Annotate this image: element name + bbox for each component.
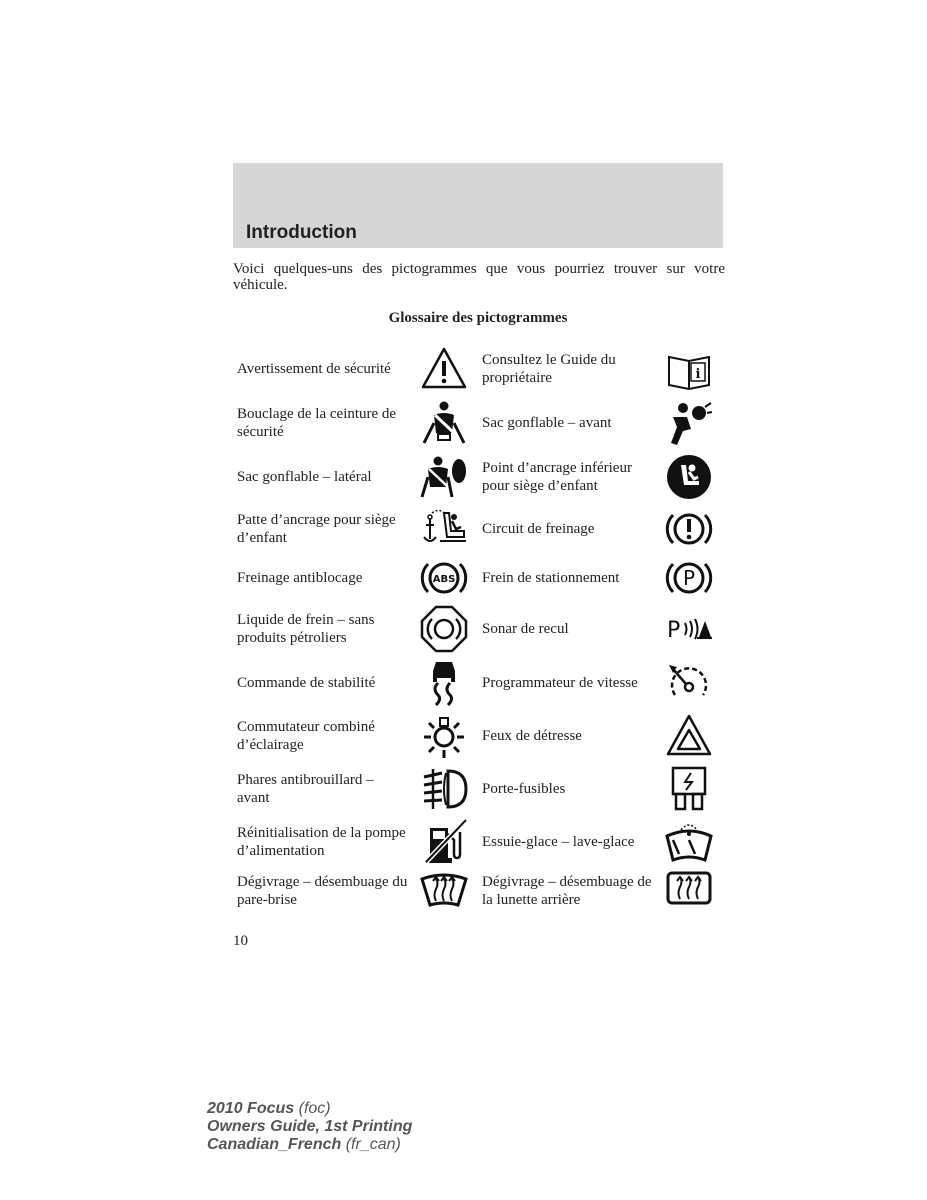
glossary-label: Patte d’ancrage pour siège d’enfant <box>237 512 396 546</box>
glossary-label: Sac gonflable – avant <box>482 415 612 431</box>
footer-printing: Owners Guide, 1st Printing <box>207 1118 413 1135</box>
front-airbag-icon <box>654 395 723 451</box>
section-title: Introduction <box>246 222 357 243</box>
child-seat-tether-icon <box>409 503 478 555</box>
seat-belt-icon <box>409 395 478 451</box>
glossary-label: Bouclage de la ceinture de sécurité <box>237 406 397 440</box>
parking-brake-icon <box>654 555 723 601</box>
glossary-label: Dégivrage – désembuage du pare-brise <box>237 874 408 908</box>
footer-model: 2010 Focus <box>207 1100 295 1117</box>
glossary-label: Phares antibrouillard – avant <box>237 772 374 806</box>
rear-window-defrost-icon <box>654 869 723 913</box>
svg-text:P: P <box>682 566 695 590</box>
glossary-label: Circuit de freinage <box>482 521 595 537</box>
brake-system-icon <box>654 503 723 555</box>
footer-model-code: (foc) <box>298 1100 331 1117</box>
svg-text:ABS: ABS <box>432 574 455 585</box>
footer-language-code: (fr_can) <box>345 1136 401 1153</box>
glossary-label: Commutateur combiné d’éclairage <box>237 719 375 753</box>
glossary-label: Liquide de frein – sans produits pétroliers <box>237 612 375 646</box>
page-number: 10 <box>233 933 248 949</box>
owner-guide-icon <box>654 343 723 395</box>
fuse-compartment-icon <box>654 763 723 815</box>
glossary-label: Sonar de recul <box>482 621 569 637</box>
intro-paragraph: Voici quelques-uns des pictogrammes que vous pourriez trouver sur votre véhicule. <box>233 261 725 293</box>
front-fog-lamps-icon <box>409 763 478 815</box>
glossary-label: Freinage antiblocage <box>237 570 363 586</box>
glossary-label: Avertissement de sécurité <box>237 361 391 377</box>
glossary-label: Commande de stabilité <box>237 675 376 691</box>
glossary-title: Glossaire des pictogrammes <box>388 310 568 326</box>
glossary-label: Dégivrage – désembuage de la lunette arrière <box>482 874 652 908</box>
fuel-pump-reset-icon <box>409 815 478 869</box>
section-header <box>233 163 723 248</box>
svg-text:i: i <box>695 367 700 382</box>
side-airbag-icon <box>409 451 478 503</box>
speed-control-icon <box>654 657 723 709</box>
glossary-label: Sac gonflable – latéral <box>237 469 372 485</box>
glossary-label: Point d’ancrage inférieur pour siège d’enfant <box>482 460 632 494</box>
safety-alert-icon <box>409 343 478 395</box>
lighting-control-icon <box>409 709 478 763</box>
brake-fluid-icon <box>409 601 478 657</box>
glossary-label: Porte-fusibles <box>482 781 566 797</box>
footer-language: Canadian_French <box>207 1136 342 1153</box>
symbol-glossary-table <box>233 343 723 913</box>
stability-control-icon <box>409 657 478 709</box>
hazard-warning-icon <box>654 709 723 763</box>
child-seat-lower-anchor-icon <box>654 451 723 503</box>
glossary-label: Réinitialisation de la pompe d’alimentation <box>237 825 406 859</box>
windshield-wash-wipe-icon <box>654 815 723 869</box>
reverse-sensing-icon <box>654 601 723 657</box>
glossary-label: Consultez le Guide du propriétaire <box>482 352 616 386</box>
windshield-defrost-icon <box>409 869 478 913</box>
glossary-label: Essuie-glace – lave-glace <box>482 834 635 850</box>
glossary-label: Frein de stationnement <box>482 570 620 586</box>
glossary-label: Programmateur de vitesse <box>482 675 638 691</box>
abs-icon <box>409 555 478 601</box>
glossary-label: Feux de détresse <box>482 728 582 744</box>
print-footer <box>207 1100 412 1154</box>
svg-text:P: P <box>666 618 680 643</box>
